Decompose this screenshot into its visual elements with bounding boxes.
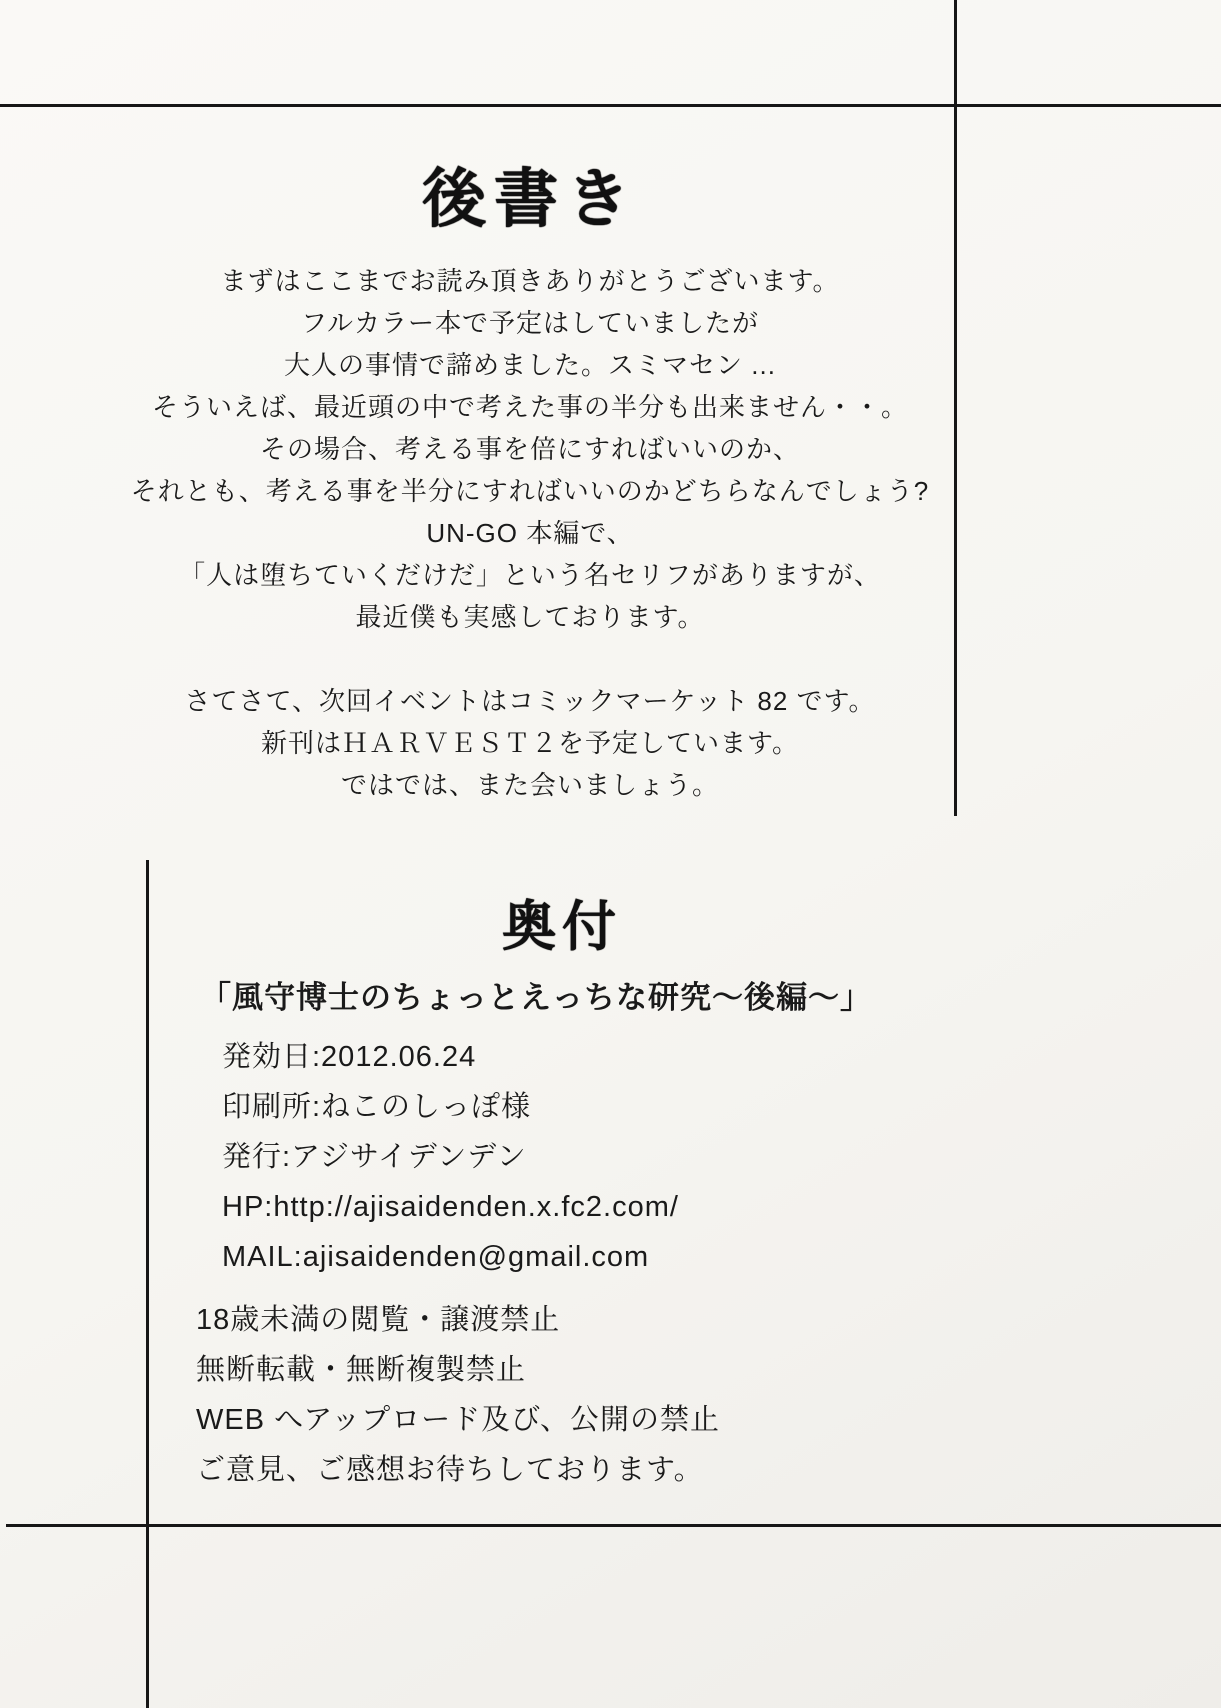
top-divider-line	[0, 104, 1221, 107]
legal-notices	[196, 1295, 1150, 1495]
no-reproduction-notice: 無断転載・無断複製禁止	[196, 1354, 527, 1386]
publication-date: 発効日:2012.06.24	[222, 1041, 477, 1073]
afterword-line: それとも、考える事を半分にすればいいのかどちらなんでしょう?	[130, 476, 930, 506]
feedback-welcome-note: ご意見、ご感想お待ちしております。	[196, 1454, 704, 1486]
homepage-url: HP:http://ajisaidenden.x.fc2.com/	[222, 1191, 679, 1223]
afterword-line: フルカラー本で予定はしていましたが	[301, 308, 759, 338]
age-restriction-notice: 18歳未満の閲覧・譲渡禁止	[196, 1304, 561, 1336]
afterword-line: UN-GO 本編で、	[426, 518, 634, 548]
afterword-line: 大人の事情で諦めました。スミマセン ...	[284, 350, 776, 380]
afterword-section	[30, 156, 1030, 806]
afterword-line: 最近僕も実感しております。	[355, 602, 705, 632]
publication-details	[222, 1032, 1150, 1282]
afterword-line: その場合、考える事を倍にすればいいのか、	[259, 434, 800, 464]
afterword-line: 「人は堕ちていくだけだ」という名セリフがありますが、	[179, 560, 881, 590]
bottom-divider-line	[6, 1524, 1221, 1527]
afterword-line: 新刊はＨＡＲＶＥＳＴ２を予定しています。	[261, 728, 799, 758]
no-upload-notice: WEB へアップロード及び、公開の禁止	[196, 1404, 721, 1436]
colophon-title: 奥付	[502, 897, 622, 957]
afterword-title: 後書き	[422, 163, 638, 235]
afterword-line: さてさて、次回イベントはコミックマーケット 82 です。	[184, 686, 876, 716]
contact-email: MAIL:ajisaidenden@gmail.com	[222, 1241, 650, 1273]
colophon-section	[0, 898, 1150, 1495]
afterword-line: まずはここまでお読み頂きありがとうございます。	[220, 266, 840, 296]
afterword-line: そういえば、最近頭の中で考えた事の半分も出来ません・・。	[151, 392, 908, 422]
book-title: 「風守博士のちょっとえっちな研究〜後編〜」	[200, 980, 872, 1015]
printer: 印刷所:ねこのしっぽ様	[222, 1091, 532, 1123]
publisher-circle: 発行:アジサイデンデン	[222, 1141, 527, 1173]
afterword-line: ではでは、また会いましょう。	[340, 770, 719, 800]
